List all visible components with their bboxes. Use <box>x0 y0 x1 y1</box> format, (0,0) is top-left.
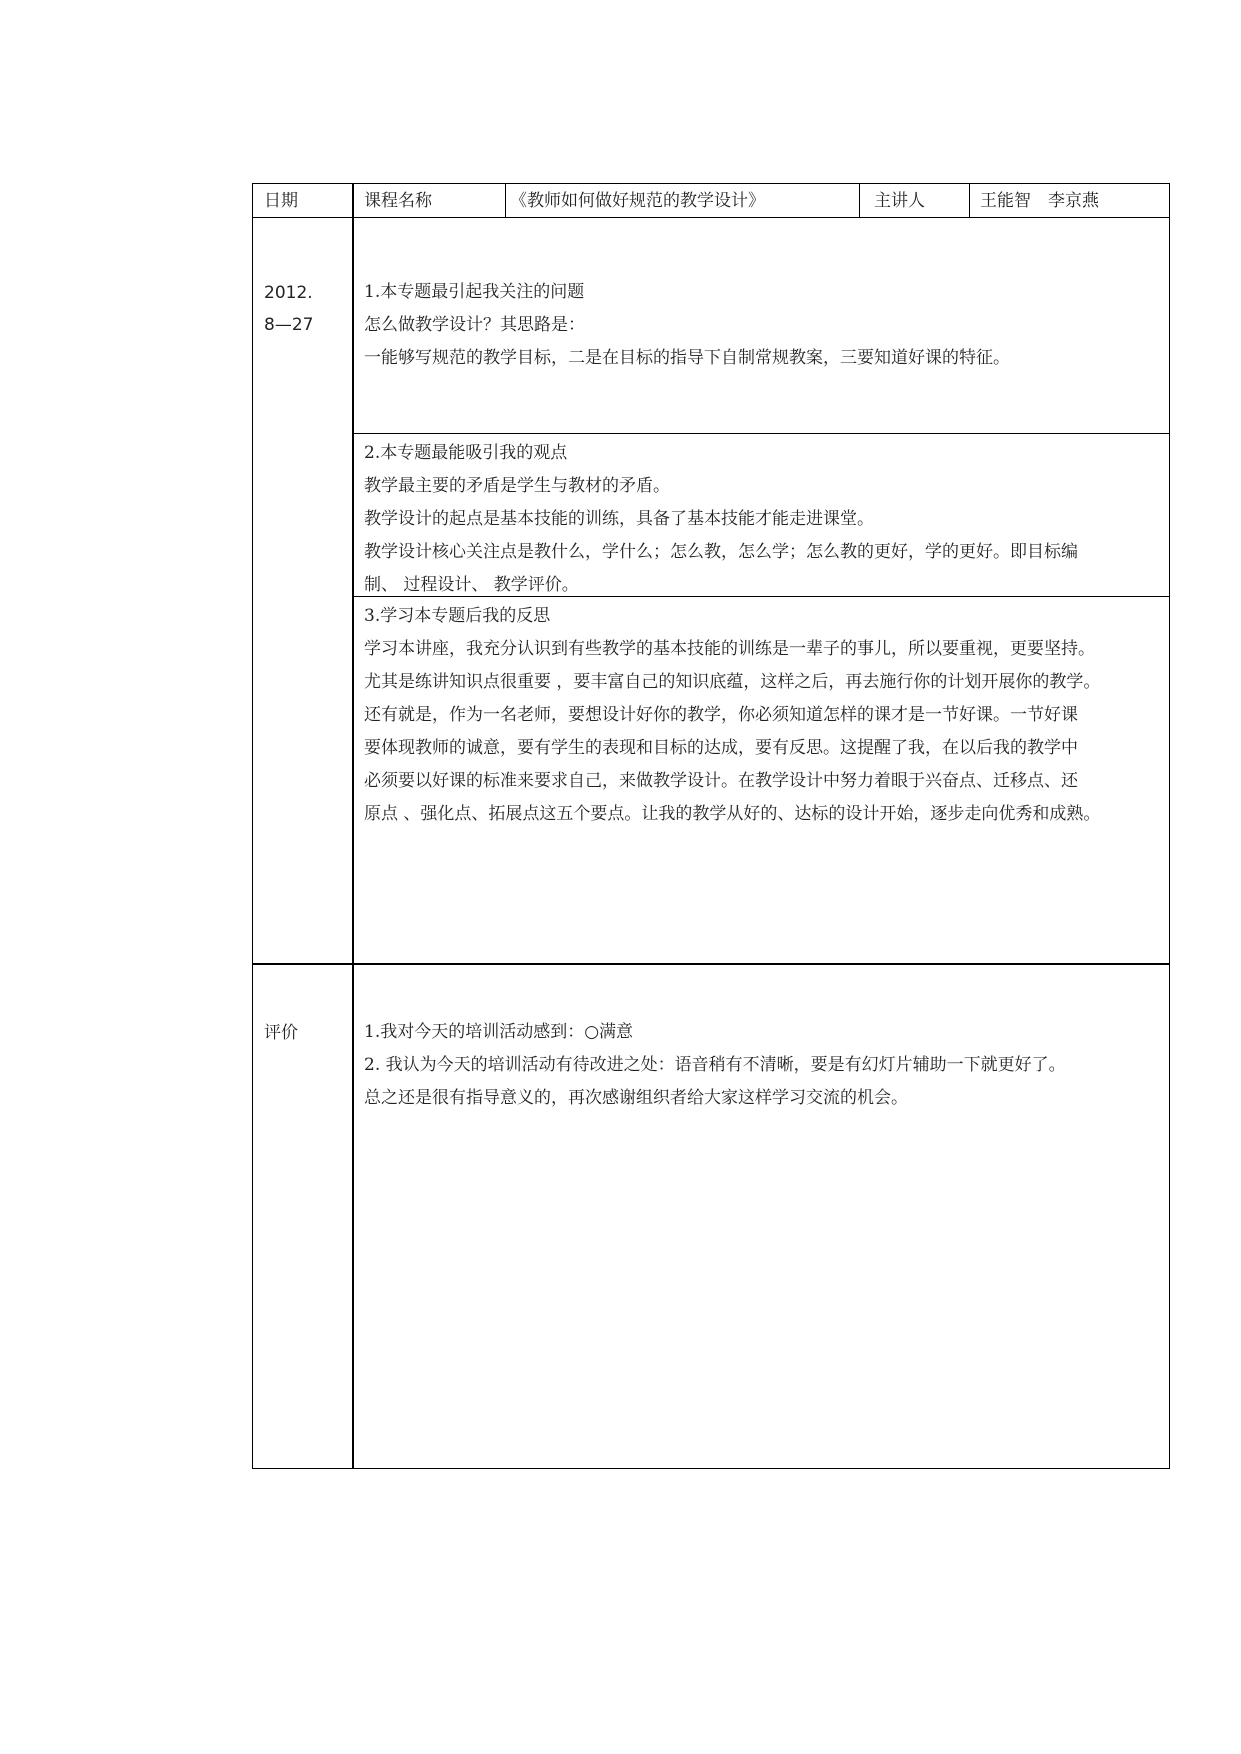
section-reflection <box>364 600 1100 831</box>
section-reflection-line: 要体现教师的诚意，要有学生的表现和目标的达成，要有反思。这提醒了我，在以后我的教学中 <box>364 738 1078 758</box>
section-viewpoints <box>364 437 1078 602</box>
evaluation-line: 1.我对今天的培训活动感到：○满意 <box>364 1022 634 1042</box>
table-border-right <box>1169 183 1170 1469</box>
evaluation-label: 评价 <box>264 1023 298 1043</box>
header-divider-speaker <box>969 183 970 218</box>
section-reflection-line: 还有就是，作为一名老师，要想设计好你的教学，你必须知道怎样的课才是一节好课。一节好课 <box>364 705 1078 725</box>
header-divider <box>252 217 1170 218</box>
evaluation-line: 总之还是很有指导意义的，再次感谢组织者给大家这样学习交流的机会。 <box>364 1088 908 1108</box>
section-reflection-line: 必须要以好课的标准来要求自己，来做教学设计。在教学设计中努力着眼于兴奋点、迁移点、还 <box>364 771 1078 791</box>
table-border-top <box>252 183 1170 184</box>
section-viewpoints-line: 教学设计核心关注点是教什么，学什么；怎么教，怎么学；怎么教的更好，学的更好。即目标编 <box>364 542 1078 562</box>
section-viewpoints-line: 教学最主要的矛盾是学生与教材的矛盾。 <box>364 476 670 496</box>
speaker-names: 王能智 李京燕 <box>980 191 1099 211</box>
course-title: 《教师如何做好规范的教学设计》 <box>510 191 765 211</box>
table-border-bottom <box>252 1468 1170 1469</box>
section-concern <box>364 276 1010 375</box>
section-viewpoints-line: 制、 过程设计、 教学评价。 <box>364 575 579 595</box>
course-label: 课程名称 <box>364 191 432 211</box>
section-reflection-line: 学习本讲座，我充分认识到有些教学的基本技能的训练是一辈子的事儿，所以要重视，更要坚持。 <box>364 639 1095 659</box>
session-date-line1: 2012. <box>264 283 313 303</box>
evaluation-line: 2. 我认为今天的培训活动有待改进之处：语音稍有不清晰，要是有幻灯片辅助一下就更好了。 <box>364 1055 1066 1075</box>
evaluation-content <box>364 1016 1066 1115</box>
section-reflection-line: 尤其是练讲知识点很重要 ，要丰富自己的知识底蕴，这样之后，再去施行你的计划开展你的教学。 <box>364 672 1101 692</box>
date-label: 日期 <box>264 191 298 211</box>
date-column-divider <box>352 183 354 1469</box>
section-viewpoints-line: 教学设计的起点是基本技能的训练，具备了基本技能才能走进课堂。 <box>364 509 874 529</box>
header-divider-course <box>505 183 506 218</box>
record-table <box>252 183 1170 1469</box>
evaluation-divider <box>252 963 1170 965</box>
table-border-left <box>252 183 253 1469</box>
section-divider-1 <box>353 433 1170 434</box>
section-concern-heading: 1.本专题最引起我关注的问题 <box>364 282 585 302</box>
section-viewpoints-heading: 2.本专题最能吸引我的观点 <box>364 443 568 463</box>
section-reflection-line: 原点 、强化点、拓展点这五个要点。让我的教学从好的、达标的设计开始，逐步走向优秀和成熟。 <box>364 804 1101 824</box>
session-date-line2: 8—27 <box>264 315 314 335</box>
section-reflection-heading: 3.学习本专题后我的反思 <box>364 606 551 626</box>
header-divider-title <box>859 183 860 218</box>
section-concern-line: 怎么做教学设计？其思路是： <box>364 315 585 335</box>
speaker-label: 主讲人 <box>874 191 925 211</box>
section-concern-line: 一能够写规范的教学目标，二是在目标的指导下自制常规教案，三要知道好课的特征。 <box>364 348 1010 368</box>
